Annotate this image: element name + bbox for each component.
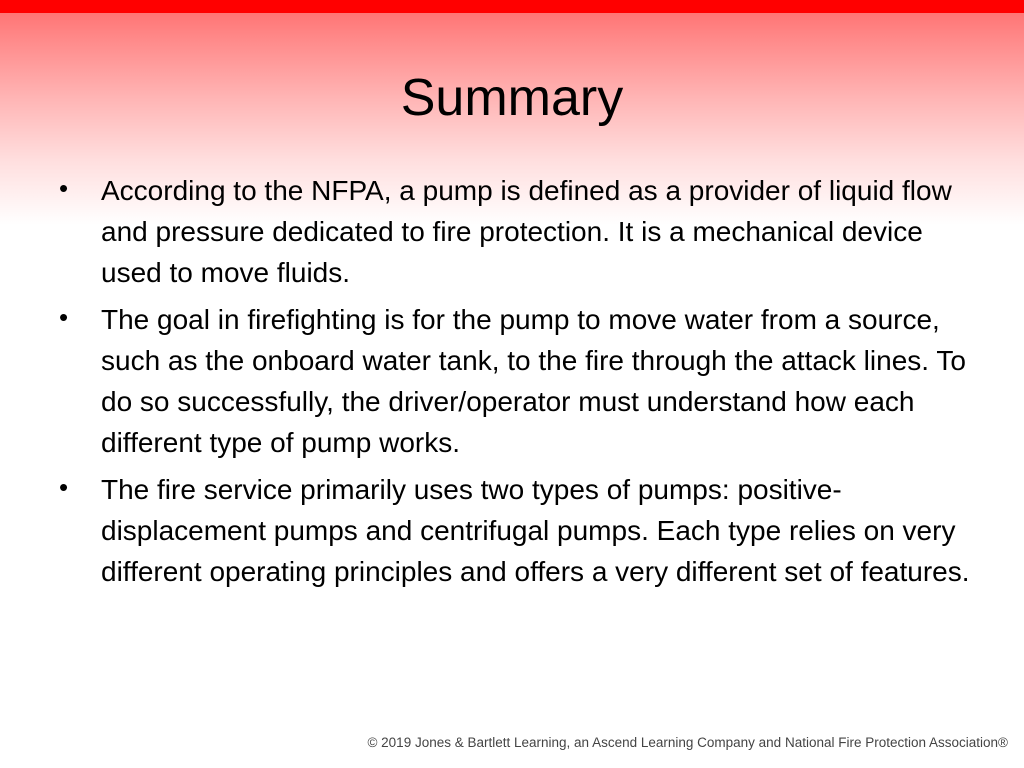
- bullet-item: [59, 469, 971, 592]
- bullet-item: [59, 299, 971, 463]
- bullet-text: The fire service primarily uses two types of pumps: positive-displacement pumps and centrifugal pumps. Each type relies on very different operating principles and offers a very different set of features.: [101, 474, 970, 587]
- bullet-item: [59, 170, 971, 293]
- top-accent-bar: [0, 0, 1024, 13]
- bullet-marker: •: [59, 472, 69, 502]
- bullet-marker: •: [59, 302, 69, 332]
- bullet-list: [59, 170, 971, 598]
- bullet-text: According to the NFPA, a pump is defined as a provider of liquid flow and pressure dedicated to fire protection. It is a mechanical device used to move fluids.: [101, 175, 952, 288]
- slide-title: Summary: [400, 69, 624, 127]
- copyright-footer: © 2019 Jones & Bartlett Learning, an Ascend Learning Company and National Fire Protection Association®: [367, 735, 1008, 750]
- bullet-marker: •: [59, 173, 69, 203]
- bullet-text: The goal in firefighting is for the pump to move water from a source, such as the onboard water tank, to the fire through the attack lines. To do so successfully, the driver/operator must understand how each different type of pump works.: [101, 304, 966, 458]
